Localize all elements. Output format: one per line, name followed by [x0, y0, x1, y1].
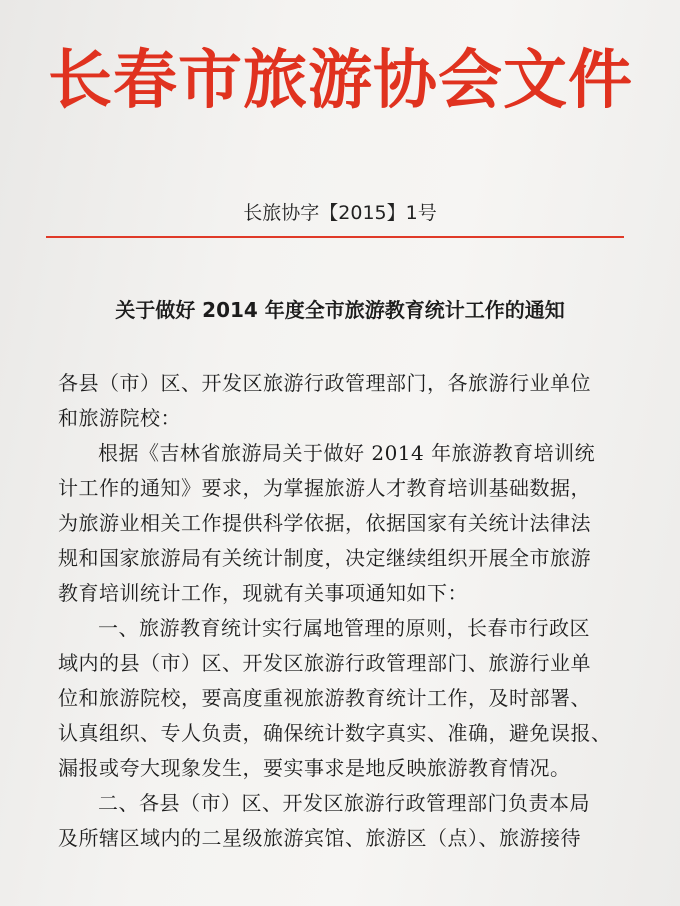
- body-line-10: 位和旅游院校，要高度重视旅游教育统计工作，及时部署、: [58, 686, 591, 710]
- body-line-14: 及所辖区域内的二星级旅游宾馆、旅游区（点）、旅游接待: [58, 826, 581, 850]
- body-line-2: 和旅游院校：: [58, 406, 181, 430]
- body-line-5: 为旅游业相关工作提供科学依据，依据国家有关统计法律法: [58, 511, 591, 535]
- red-divider-rule: [46, 236, 624, 238]
- document-number: 长旅协字【2015】1号: [243, 202, 437, 224]
- body-line-6: 规和国家旅游局有关统计制度，决定继续组织开展全市旅游: [58, 546, 591, 570]
- body-line-1: 各县（市）区、开发区旅游行政管理部门，各旅游行业单位: [58, 371, 591, 395]
- body-line-12: 漏报或夸大现象发生，要实事求是地反映旅游教育情况。: [58, 756, 571, 780]
- body-line-9: 域内的县（市）区、开发区旅游行政管理部门、旅游行业单: [58, 651, 591, 675]
- body-line-11: 认真组织、专人负责，确保统计数字真实、准确，避免误报、: [58, 721, 612, 745]
- body-line-4: 计工作的通知》要求，为掌握旅游人才教育培训基础数据，: [58, 476, 591, 500]
- body-line-8: 一、旅游教育统计实行属地管理的原则，长春市行政区: [98, 616, 590, 640]
- body-line-3: 根据《吉林省旅游局关于做好 2014 年旅游教育培训统: [98, 441, 596, 465]
- masthead-title: 长春市旅游协会文件: [48, 43, 633, 118]
- notice-title: 关于做好 2014 年度全市旅游教育统计工作的通知: [115, 298, 565, 322]
- body-line-13: 二、各县（市）区、开发区旅游行政管理部门负责本局: [98, 791, 590, 815]
- body-line-7: 教育培训统计工作，现就有关事项通知如下：: [58, 581, 468, 605]
